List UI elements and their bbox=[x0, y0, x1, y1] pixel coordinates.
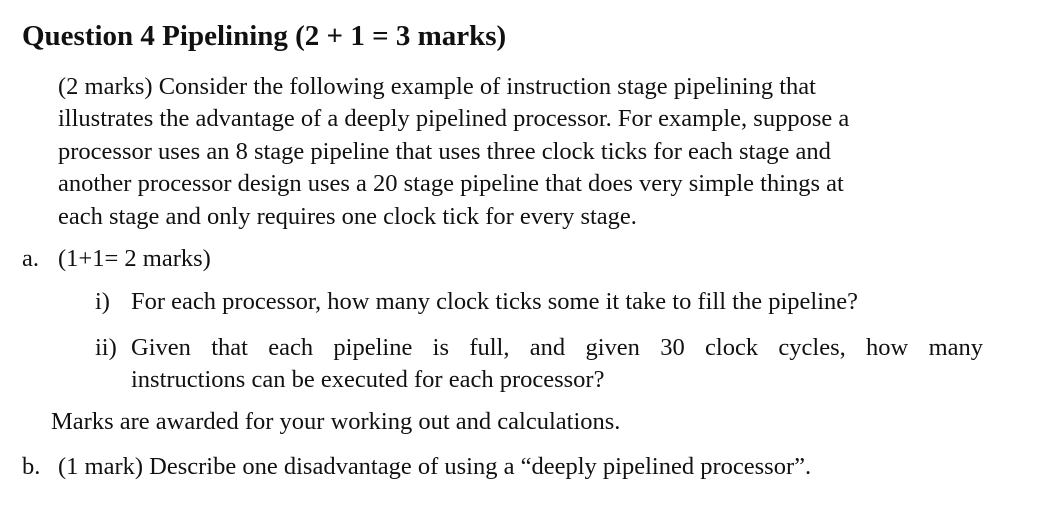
part-b-marker: b. bbox=[22, 453, 41, 480]
question-heading: Question 4 Pipelining (2 + 1 = 3 marks) bbox=[22, 20, 507, 52]
intro-line: processor uses an 8 stage pipeline that uses three clock ticks for each stage and bbox=[58, 137, 831, 165]
question-intro bbox=[58, 71, 1033, 233]
sub-i-text: For each processor, how many clock ticks some it take to fill the pipeline? bbox=[131, 288, 859, 315]
intro-line: (2 marks) Consider the following example of instruction stage pipelining that bbox=[58, 73, 816, 100]
sub-ii-text-line1: Given that each pipeline is full, and given 30 clock cycles, how many bbox=[131, 334, 983, 361]
part-a-text: (1+1= 2 marks) bbox=[58, 245, 211, 272]
intro-line: each stage and only requires one clock tick for every stage. bbox=[58, 202, 637, 230]
part-b-text: (1 mark) Describe one disadvantage of using a “deeply pipelined processor”. bbox=[58, 453, 812, 480]
intro-line: illustrates the advantage of a deeply pipelined processor. For example, suppose a bbox=[58, 105, 850, 133]
sub-question-i bbox=[95, 286, 858, 318]
sub-ii-marker: ii) bbox=[95, 334, 117, 361]
part-a-marker: a. bbox=[22, 245, 39, 272]
sub-question-ii bbox=[95, 332, 983, 364]
part-b bbox=[22, 451, 811, 483]
intro-line: another processor design uses a 20 stage pipeline that does very simple things at bbox=[58, 170, 844, 198]
sub-i-marker: i) bbox=[95, 288, 110, 315]
sub-ii-text-line2: instructions can be executed for each processor? bbox=[131, 366, 605, 393]
part-a bbox=[22, 243, 211, 275]
marks-note: Marks are awarded for your working out and calculations. bbox=[51, 408, 621, 435]
